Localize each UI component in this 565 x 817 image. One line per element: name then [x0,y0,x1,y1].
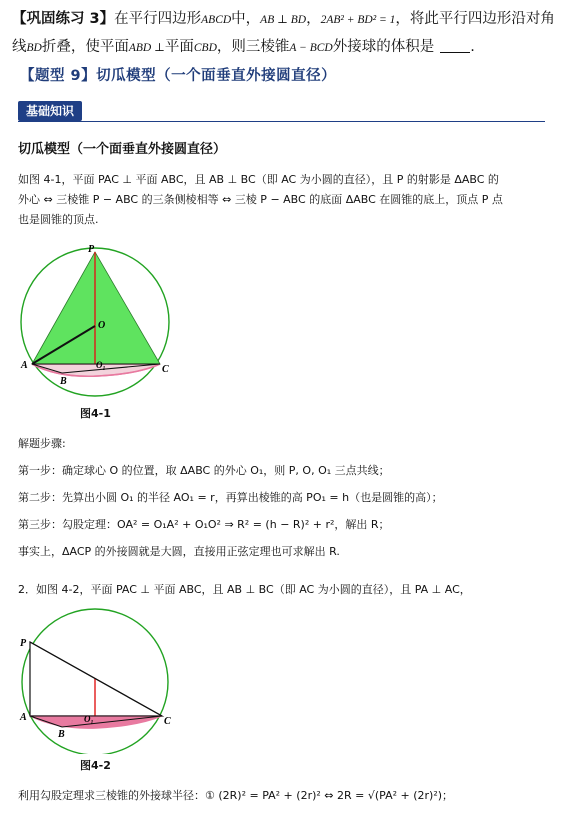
math-bd: BD [26,42,42,54]
intro-paragraph [18,170,558,230]
solution-steps [18,430,558,565]
label-o: O [98,320,106,331]
exercise-text: 在平行四边形 [114,11,202,27]
cone-triangle [32,252,160,364]
answer-blank[interactable] [440,52,470,53]
intro-line: 如图 4-1，平面 PAC ⊥ 平面 ABC，且 AB ⊥ BC（即 AC 为小圆的直径），且 P 的射影是 ΔABC 的 [18,173,499,186]
exercise-text: ， [306,11,321,27]
figure-4-1-caption: 图4-1 [80,407,111,420]
label-p: P [20,638,27,649]
step-1: 第一步：确定球心 O 的位置，取 ΔABC 的外心 O₁，则 P, O, O₁ 三点共线； [18,464,390,477]
label-a: A [21,360,28,371]
section-2-paragraph: 2．如图 4-2，平面 PAC ⊥ 平面 ABC，且 AB ⊥ BC（即 AC 为小圆的直径），且 PA ⊥ AC， [18,583,471,596]
math-abcd: ABCD [201,14,232,26]
label-o1: O₁ [84,714,94,724]
steps-title: 解题步骤: [18,437,66,450]
exercise-text: ，将此平行四边形沿对角线 [12,11,555,55]
math-equation: 2AB² + BD² = 1 [320,14,396,26]
intro-line: 也是圆锥的顶点. [18,213,99,226]
figure-4-2-caption: 图4-2 [80,759,111,772]
math-cbd: CBD [193,42,217,54]
intro-line: 外心 ⇔ 三棱锥 P − ABC 的三条侧棱相等 ⇔ 三棱 P − ABC 的底面 ΔABC 在圆锥的底上，顶点 P 点 [18,193,503,206]
math-perp: AB ⊥ BD [260,14,307,26]
label-b: B [60,376,67,387]
step-4: 事实上，ΔACP 的外接圆就是大圆，直接用正弦定理也可求解出 R. [18,545,340,558]
figure-4-1 [18,240,178,400]
label-o1: O₁ [96,360,106,370]
label-p: P [88,244,95,255]
badge-underline [18,121,545,122]
exercise-label: 【巩固练习 3】 [12,11,115,27]
exercise-text: 平面 [164,39,194,55]
exercise-text: 折叠，使平面 [41,39,129,55]
exercise-text: 外接球的体积是 [332,39,435,55]
exercise-paragraph [12,6,557,62]
math-abd: ABD ⊥ [128,42,165,54]
exercise-text: . [470,39,475,55]
label-c: C [164,716,171,727]
section-heading: 【题型 9】切瓜模型（一个面垂直外接圆直径） [20,68,337,84]
step-2: 第二步：先算出小圆 O₁ 的半径 AO₁ = r，再算出棱锥的高 PO₁ = h（也是圆锥的高）； [18,491,443,504]
figure-4-2 [18,604,178,754]
label-a: A [20,712,27,723]
math-abcd-pyramid: A − BCD [289,42,333,54]
exercise-text: ，则三棱锥 [216,39,290,55]
basic-knowledge-badge: 基础知识 [18,101,82,121]
exercise-text: 中， [231,11,261,27]
subtitle: 切瓜模型（一个面垂直外接圆直径） [18,142,227,157]
final-formula: 利用勾股定理求三棱锥的外接球半径：① (2R)² = PA² + (2r)² ⇔ 2R = √(PA² + (2r)²)； [18,789,454,802]
label-c: C [162,364,169,375]
label-b: B [58,729,65,740]
step-3: 第三步：勾股定理：OA² = O₁A² + O₁O² ⇒ R² = (h − R)² + r²，解出 R； [18,518,390,531]
